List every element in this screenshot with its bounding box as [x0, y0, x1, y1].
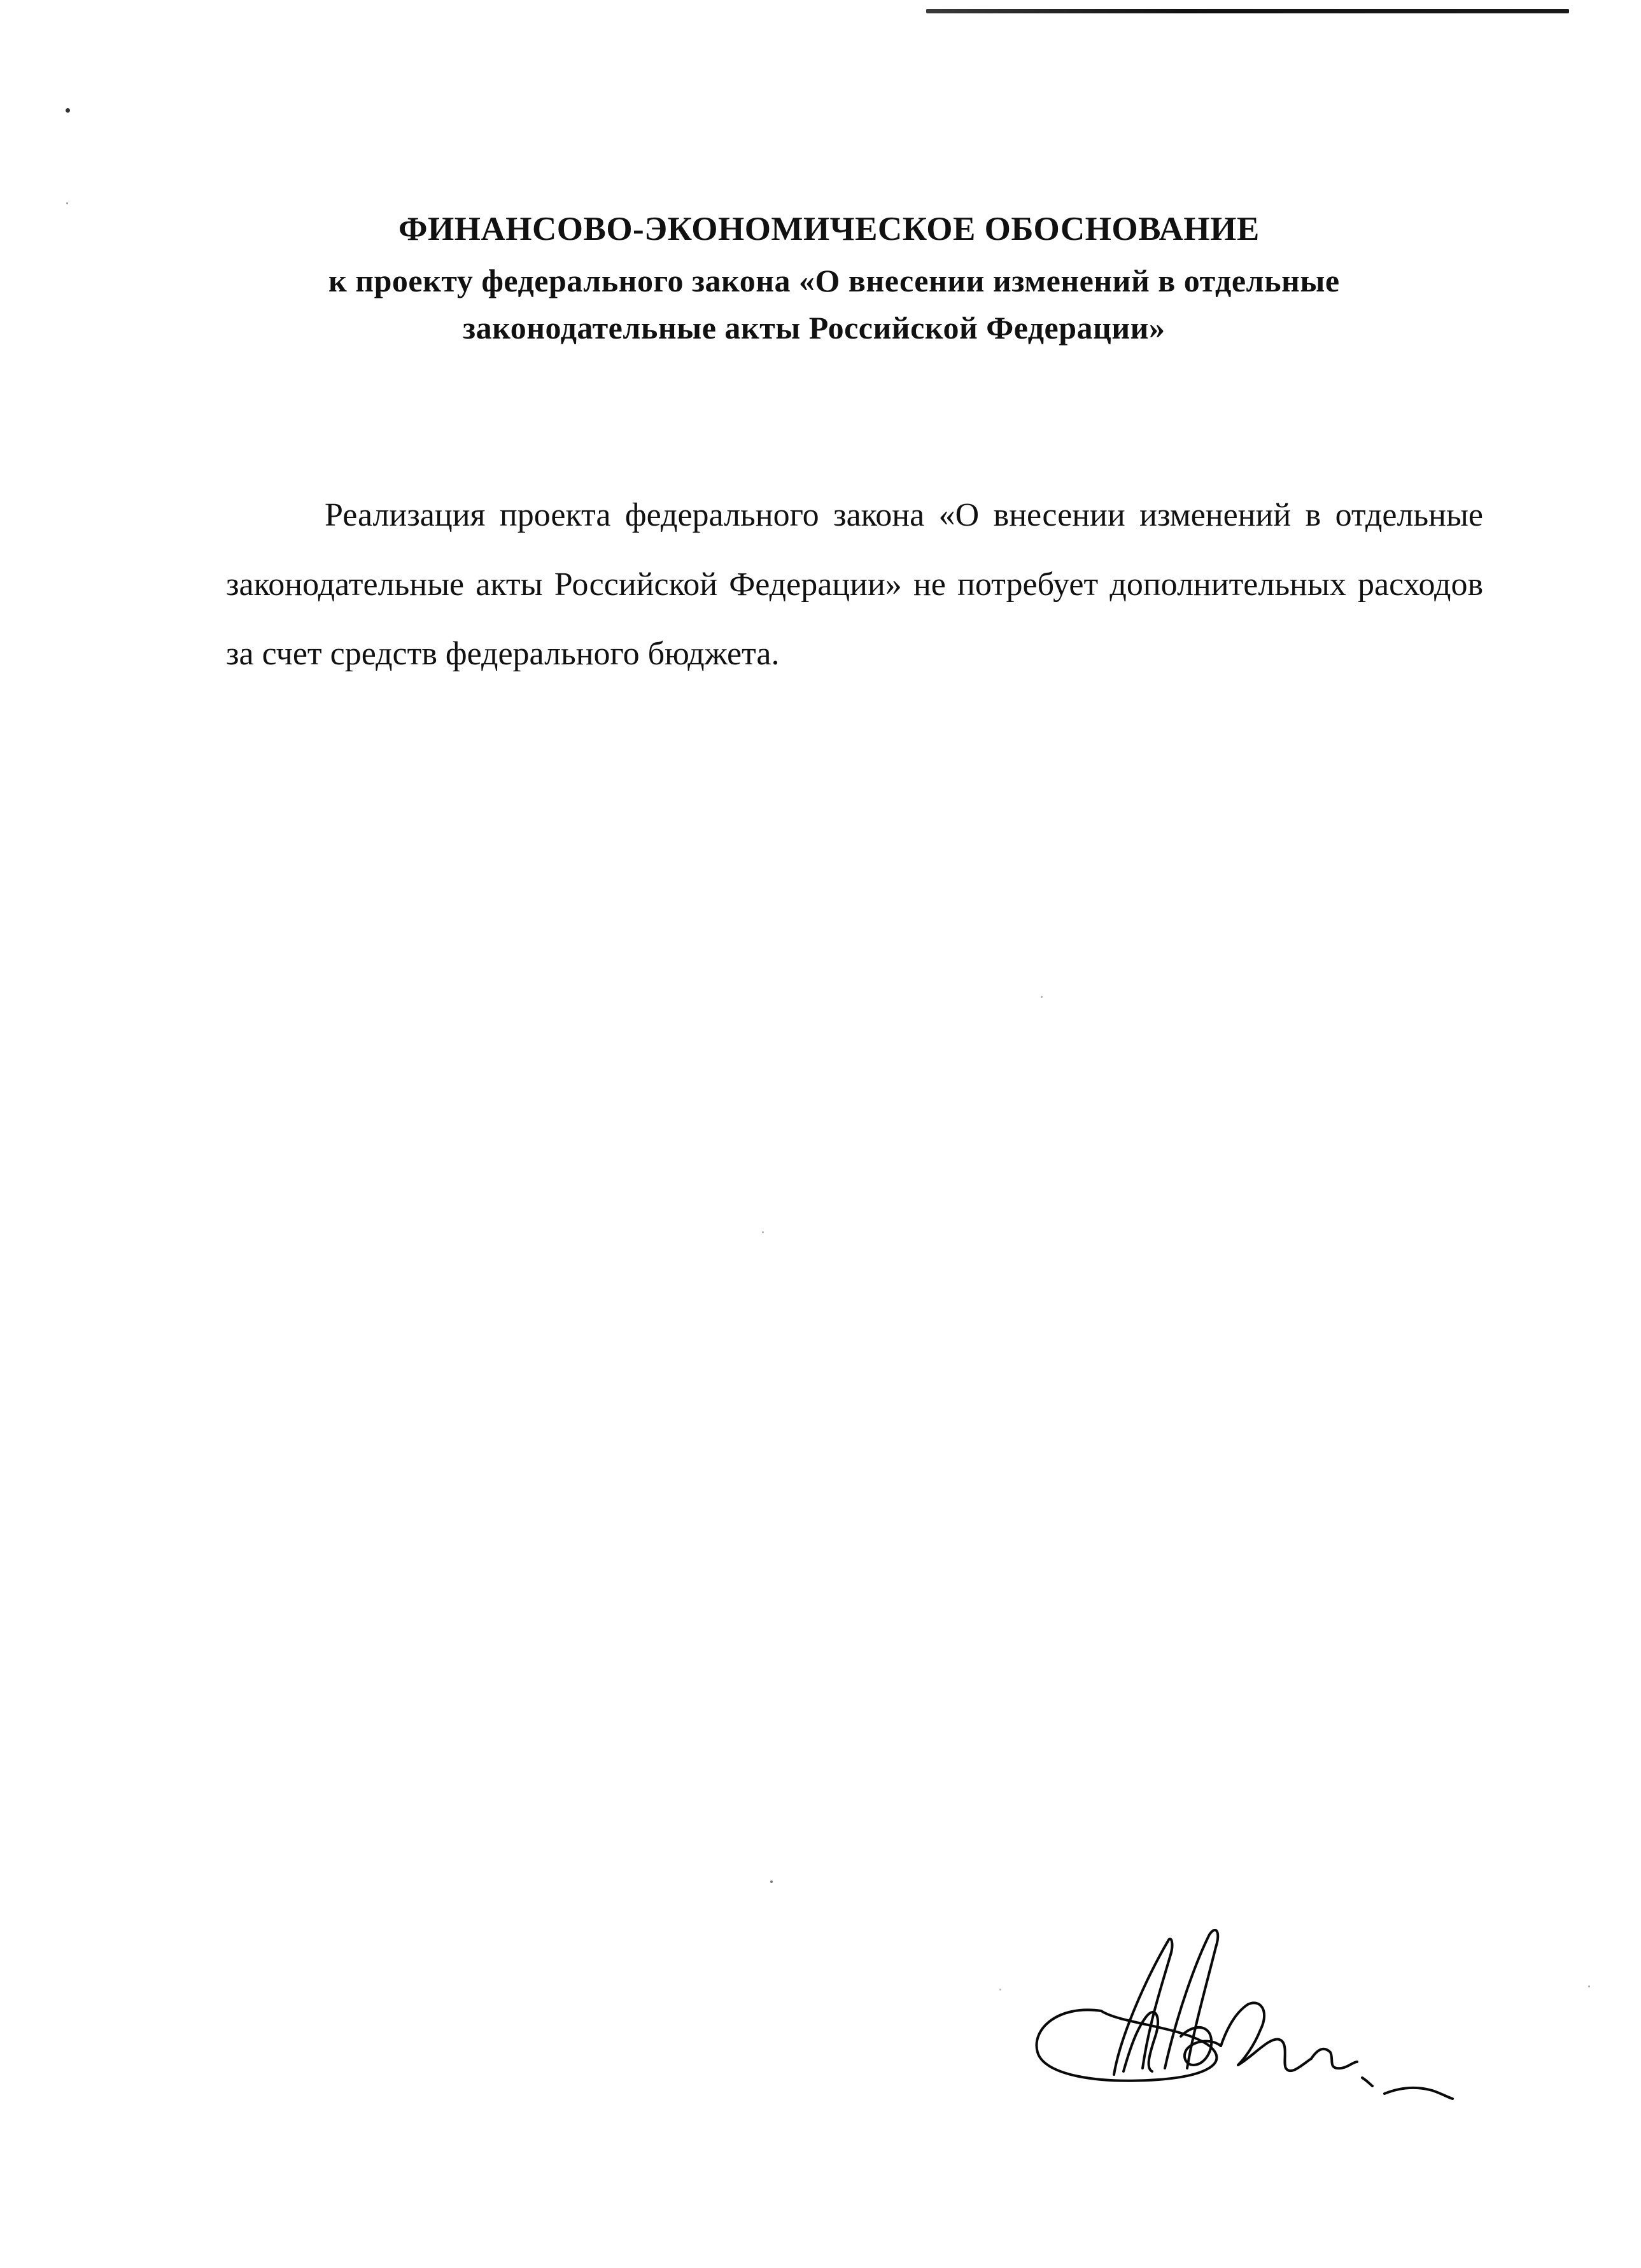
scan-speck: [762, 1231, 764, 1233]
body-paragraph: Реализация проекта федерального закона «О внесении изменений в отдельные законодательные акты Российской Федерации» не потребует дополнительных расходов за счет средств федерального бюджета.: [226, 497, 1483, 672]
document-subtitle-line-1: к проекту федерального закона «О внесении изменений в отдельные: [328, 263, 1340, 298]
scan-speck: [999, 1989, 1001, 1991]
scan-speck: [770, 1880, 773, 1883]
document-title: ФИНАНСОВО-ЭКОНОМИЧЕСКОЕ ОБОСНОВАНИЕ: [398, 211, 1260, 248]
handwritten-signature: [1018, 1909, 1464, 2125]
scan-speck: [1041, 996, 1043, 998]
scan-speck: [66, 108, 70, 113]
scan-speck: [1588, 1985, 1590, 1987]
scan-edge-line: [926, 9, 1569, 13]
document-subtitle-line-2: законодательные акты Российской Федерации»: [463, 310, 1166, 346]
scan-speck: [66, 202, 68, 204]
